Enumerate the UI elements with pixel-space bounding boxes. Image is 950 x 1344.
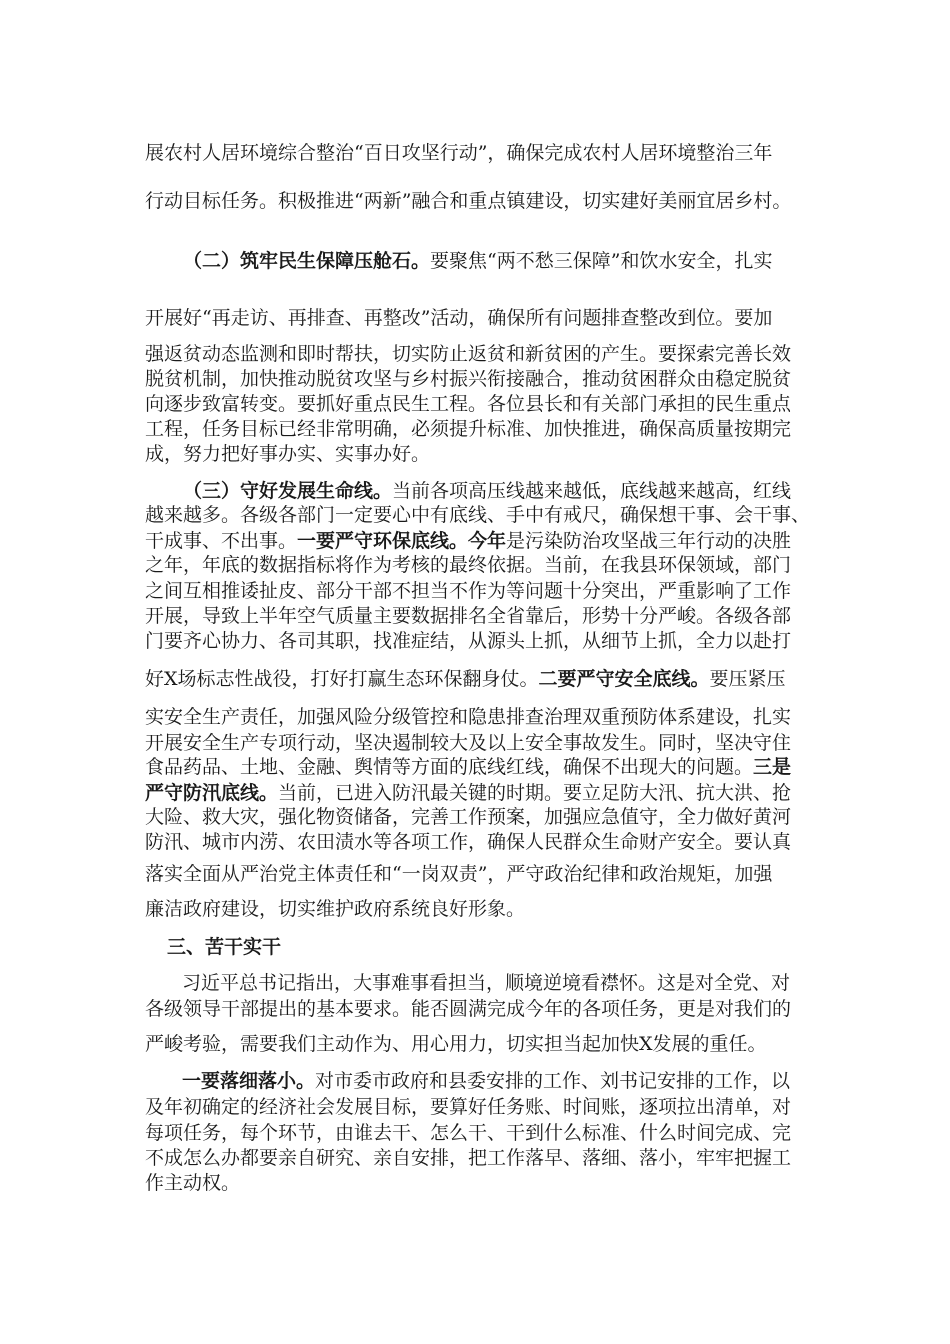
text-line <box>145 528 810 554</box>
text-span: 工程，任务目标已经非常明确，必须提升标准、加快推进，确保高质量按期完 <box>145 418 792 440</box>
text-line <box>145 861 810 887</box>
text-span: 门要齐心协力、各司其职，找准症结，从源头上抓，从细节上抓，全力以赴打 <box>145 630 792 652</box>
text-span: 食品药品、土地、金融、舆情等方面的底线红线，确保不出现大的问题。 <box>145 756 754 778</box>
text-span: 干成事、不出事。 <box>145 530 298 552</box>
bold-text: 二要严守安全底线。 <box>538 668 710 690</box>
text-span: 好X场标志性战役，打好打赢生态环保翻身仗。 <box>145 668 539 690</box>
text-line <box>145 1120 810 1146</box>
text-line <box>145 441 810 467</box>
text-line <box>145 704 810 730</box>
text-line <box>145 896 810 922</box>
text-span: 向逐步致富转变。要抓好重点民生工程。各位县长和有关部门承担的民生重点 <box>145 393 792 415</box>
text-line <box>145 1170 810 1196</box>
text-line <box>145 1031 810 1057</box>
text-line <box>145 341 810 367</box>
text-span: 之年，年底的数据指标将作为考核的最终依据。当前，在我县环保领域，部门 <box>145 554 792 576</box>
text-span: 当前，已进入防汛最关键的时期。要立足防大汛、抗大洪、抢 <box>278 782 792 804</box>
text-span: 实安全生产责任，加强风险分级管控和隐患排查治理双重预防体系建设，扎实 <box>145 706 792 728</box>
text-span: 要压紧压 <box>709 668 786 690</box>
text-span: 行动目标任务。积极推进“两新”融合和重点镇建设，切实建好美丽宜居乡村。 <box>145 190 792 212</box>
bold-text: 一要严守环保底线。今年 <box>297 530 507 552</box>
text-line <box>145 730 810 756</box>
text-span: 及年初确定的经济社会发展目标，要算好任务账、时间账，逐项拉出清单，对 <box>145 1096 792 1118</box>
text-line <box>145 780 810 806</box>
text-line <box>145 970 847 996</box>
text-line <box>145 391 810 417</box>
text-span: 开展安全生产专项行动，坚决遏制较大及以上安全事故发生。同时，坚决守住 <box>145 732 792 754</box>
text-span: 开展好“再走访、再排查、再整改”活动，确保所有问题排查整改到位。要加 <box>145 307 773 329</box>
text-line <box>145 502 810 528</box>
text-span: 防汛、城市内涝、农田渍水等各项工作，确保人民群众生命财产安全。要认真 <box>145 831 792 853</box>
text-line <box>145 754 810 780</box>
bold-text: 三是 <box>753 756 792 778</box>
text-line <box>145 628 810 654</box>
text-line <box>145 996 810 1022</box>
text-span: 作主动权。 <box>145 1172 241 1194</box>
text-span: 开展，导致上半年空气质量主要数据排名全省靠后，形势十分严峻。各级各部 <box>145 605 792 627</box>
text-line <box>145 248 848 274</box>
bold-text: 严守防汛底线。 <box>145 782 279 804</box>
text-line <box>145 1068 847 1094</box>
text-span: 是污染防治攻坚战三年行动的决胜 <box>506 530 792 552</box>
bold-text: （三）守好发展生命线。 <box>183 480 393 502</box>
text-span: 各级领导干部提出的基本要求。能否圆满完成今年的各项任务，更是对我们的 <box>145 998 792 1020</box>
text-span: 展农村人居环境综合整治“百日攻坚行动”，确保完成农村人居环境整治三年 <box>145 142 773 164</box>
text-line <box>145 366 810 392</box>
text-line <box>145 552 810 578</box>
bold-text: 三、苦干实干 <box>167 936 282 958</box>
text-span: 当前各项高压线越来越低，底线越来越高，红线 <box>392 480 792 502</box>
text-line <box>145 188 810 214</box>
text-span: 脱贫机制，加快推动脱贫攻坚与乡村振兴衔接融合，推动贫困群众由稳定脱贫 <box>145 368 792 390</box>
text-span: 大险、救大灾，强化物资储备，完善工作预案，加强应急值守，全力做好黄河 <box>145 806 792 828</box>
text-span: 之间互相推诿扯皮、部分干部不担当不作为等问题十分突出，严重影响了工作 <box>145 580 792 602</box>
text-span: 不成怎么办都要亲自研究、亲自安排，把工作落早、落细、落小，牢牢把握工 <box>145 1147 792 1169</box>
text-line <box>145 478 848 504</box>
text-span: 习近平总书记指出，大事难事看担当，顺境逆境看襟怀。这是对全党、对 <box>182 972 791 994</box>
text-span: 对市委市政府和县委安排的工作、刘书记安排的工作，以 <box>315 1070 791 1092</box>
text-line <box>145 305 810 331</box>
text-line <box>145 603 810 629</box>
bold-text: （二）筑牢民生保障压舱石。 <box>183 250 431 272</box>
text-line <box>145 829 810 855</box>
text-span: 越来越多。各级各部门一定要心中有底线、手中有戒尺，确保想干事、会干事、 <box>145 504 810 526</box>
text-line <box>145 140 810 166</box>
text-line <box>145 1094 810 1120</box>
bold-text: 一要落细落小。 <box>182 1070 316 1092</box>
text-line <box>145 578 810 604</box>
text-span: 成，努力把好事办实、实事办好。 <box>145 443 431 465</box>
text-line <box>145 934 832 960</box>
text-line <box>145 416 810 442</box>
text-span: 每项任务，每个环节，由谁去干、怎么干、干到什么标准、什么时间完成、完 <box>145 1122 792 1144</box>
text-span: 落实全面从严治党主体责任和“一岗双责”，严守政治纪律和政治规矩，加强 <box>145 863 773 885</box>
text-span: 廉洁政府建设，切实维护政府系统良好形象。 <box>145 898 526 920</box>
text-span: 严峻考验，需要我们主动作为、用心用力，切实担当起加快X发展的重任。 <box>145 1033 767 1055</box>
text-span: 要聚焦“两不愁三保障”和饮水安全，扎实 <box>430 250 773 272</box>
text-span: 强返贫动态监测和即时帮扶，切实防止返贫和新贫困的产生。要探索完善长效 <box>145 343 792 365</box>
text-line <box>145 666 810 692</box>
text-line <box>145 1145 810 1171</box>
text-line <box>145 804 810 830</box>
